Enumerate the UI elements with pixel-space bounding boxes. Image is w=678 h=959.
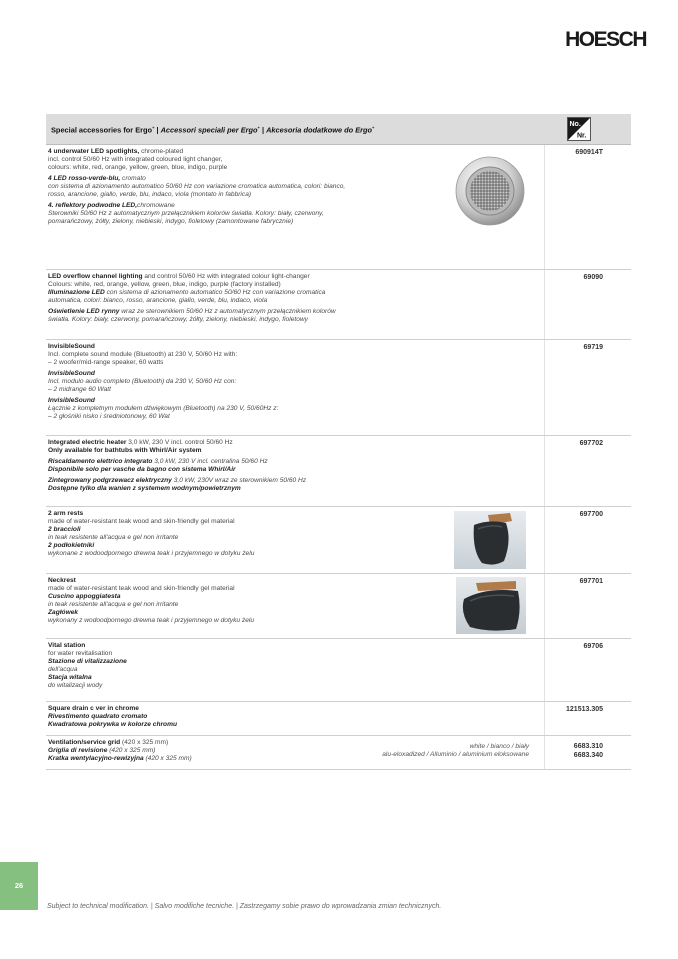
brand-logo: HOESCH: [565, 28, 646, 51]
number-header-box: [567, 117, 591, 141]
article-number: 697700: [579, 511, 603, 518]
row-description: Ventilation/service grid (420 x 325 mm) Griglia di revisione (420 x 325 mm) Kratka wentylacyjno-rewizyjna (420 x 325 mm): [48, 739, 192, 762]
row-description: Integrated electric heater 3,0 kW, 230 V incl. control 50/60 Hz Only available for bathtubs with Whirl/Air system Riscaldamento elettrico integrato 3,0 kW, 230 V incl. centralina 50/60 Hz Disponibile solo per vasche da bagno con sistema Whirl/Air Zintegrowany podgrzewacz elektryczny 3,0 kW, 230V wraz ze sterownikiem 50/60 Hz Dostępne tylko dla wanien z systemem wodnym/powietrznym: [48, 439, 307, 492]
table-row: [46, 736, 631, 770]
article-number: 69090: [583, 274, 603, 281]
no-label: No.: [569, 121, 581, 128]
row-description: 2 arm rests made of water-resistant teak wood and skin-friendly gel material 2 braccioli in teak resistente all'acqua e gel non irritante 2 podłokietniki wykonane z wodoodpornego drewna teak i przyjemnego w dotyku żelu: [48, 510, 255, 557]
article-number: 121513.305: [566, 706, 603, 713]
row-description: Square drain c ver in chrome Rivestimento quadrato cromato Kwadratowa pokrywka w kolorze chromu: [48, 705, 177, 728]
page-number: 26: [14, 881, 24, 890]
table-row: [46, 507, 631, 574]
table-row: [46, 270, 631, 340]
article-number: 69719: [583, 344, 603, 351]
article-number: 690914T: [575, 149, 603, 156]
table-row: [46, 702, 631, 736]
row-description: Neckrest made of water-resistant teak wood and skin-friendly gel material Cuscino appoggiatesta in teak resistente all'acqua e gel non irritante Zagłówek wykonany z wodoodpornego drewna teak i przyjemnego w dotyku żelu: [48, 577, 254, 624]
table-row: [46, 639, 631, 702]
row-description: LED overflow channel lighting and control 50/60 Hz with integrated colour light-changer Colours: white, red, orange, yellow, green, blue, indigo, purple (factory installed) Illuminazione LED con sistema di azionamento automatico 50/60 Hz con variazione cromatica automatica, colori: bianco, rosso, arancione, giallo, verde, blu, indaco, viola Oświetlenie LED rynny wraz ze sterownikiem 50/60 Hz z automatycznym przełącznikiem kolorów światła. Kolory: biały, czerwony, pomarańczowy, żółty, zielony, niebieski, indygo, fioletowy: [48, 273, 336, 323]
nr-label: Nr.: [577, 132, 587, 140]
led-spotlight-image: [454, 155, 526, 227]
table-row: [46, 145, 631, 270]
article-number: 697702: [579, 440, 603, 447]
row-description: 4 underwater LED spotlights, chrome-plated incl. control 50/60 Hz with integrated coloured light changer, colours: white, red, orange, yellow, green, blue, indigo, purple 4 LED rosso-verde-blu, cromato con sistema di azionamento automatico 50/60 Hz con variazione cromatica automatica, colori: bianco, rosso, arancione, giallo, verde, blu, indaco, viola (montato in fabbrica) 4. reflektory podwodne LED,chromowane Sterowniki 50/60 Hz z automatycznym przełącznikiem kolorów światła. Kolory: biały, czerwony, pomarańczowy, żółty, zielony, niebieski, indygo, fioletowy (zamontowane fabrycznie): [48, 148, 346, 225]
table-row: [46, 436, 631, 507]
page-number-tab: [0, 862, 38, 910]
row-description: InvisibleSound Incl. complete sound module (Bluetooth) at 230 V, 50/60 Hz with: – 2 woofer/mid-range speaker, 60 watts InvisibleSound Incl. modulo audio completo (Bluetooth) da 230 V, 50/60 Hz con: – 2 midrange 60 Watt InvisibleSound Łącznie z kompletnym modułem dźwiękowym (Bluetooth) na 230 V, 50/60Hz z: – 2 głośniki nisko i średniotonowy, 60 Wat: [48, 343, 279, 420]
color-options: white / bianco / biały alu-eloxadized / Alluminio / aluminium eloksowane: [382, 743, 529, 758]
article-number: 697701: [579, 578, 603, 585]
table-header: [46, 114, 631, 145]
footer-note: Subject to technical modification. | Salvo modifiche tecniche. | Zastrzegamy sobie prawo do wprowadzania zmian technicznych.: [47, 903, 442, 910]
table-row: [46, 340, 631, 436]
neckrest-image: [456, 577, 526, 634]
accessories-table: [46, 114, 631, 770]
article-numbers: 6683.310 6683.340: [573, 743, 603, 759]
article-number: 69706: [583, 643, 603, 650]
arm-rest-image: [454, 511, 526, 569]
header-title: Special accessories for Ergo+ | Accessori speciali per Ergo+ | Akcesoria dodatkowe do Ergo+: [51, 125, 375, 135]
table-row: [46, 574, 631, 639]
row-description: Vital station for water revitalisation Stazione di vitalizzazione dell'acqua Stacja witalna do witalizacji wody: [48, 642, 127, 689]
